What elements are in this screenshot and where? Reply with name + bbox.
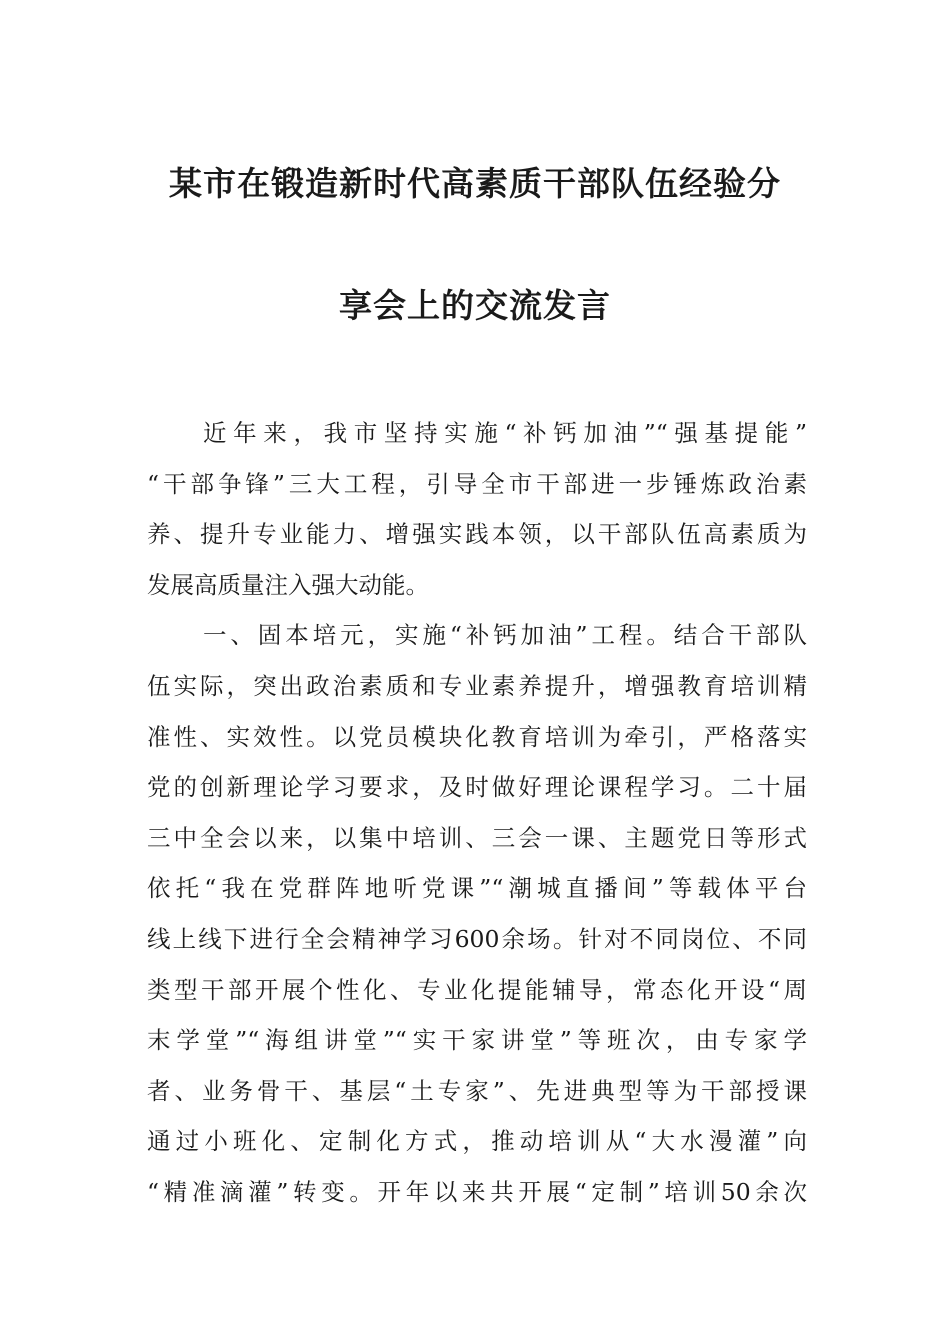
- body-line: 三中全会以来，以集中培训、三会一课、主题党日等形式: [147, 823, 807, 852]
- body-line: 伍实际，突出政治素质和专业素养提升，增强教育培训精: [147, 671, 807, 700]
- body-line: 类型干部开展个性化、专业化提能辅导，常态化开设“周: [147, 975, 807, 1004]
- body-line: “精准滴灌”转变。开年以来共开展“定制”培训50余次: [147, 1177, 807, 1206]
- body-line: 近年来，我市坚持实施“补钙加油”“强基提能”: [203, 419, 807, 447]
- body-line: 党的创新理论学习要求，及时做好理论课程学习。二十届: [147, 773, 807, 802]
- body-line: “干部争锋”三大工程，引导全市干部进一步锤炼政治素: [147, 469, 807, 498]
- body-line: 线上线下进行全会精神学习600余场。针对不同岗位、不同: [147, 924, 807, 953]
- body-line: 养、提升专业能力、增强实践本领，以干部队伍高素质为: [147, 520, 807, 549]
- document-title-line-1: 某市在锻造新时代高素质干部队伍经验分: [169, 164, 781, 203]
- body-line: 发展高质量注入强大动能。: [147, 570, 429, 599]
- body-line: 准性、实效性。以党员模块化教育培训为牵引，严格落实: [147, 722, 807, 751]
- body-line: 依托“我在党群阵地听党课”“潮城直播间”等载体平台: [147, 874, 807, 903]
- body-line: 通过小班化、定制化方式，推动培训从“大水漫灌”向: [147, 1127, 807, 1156]
- body-line: 者、业务骨干、基层“土专家”、先进典型等为干部授课: [147, 1076, 807, 1105]
- document-title-line-2: 享会上的交流发言: [339, 286, 611, 325]
- document-body: [147, 408, 807, 1218]
- body-line: 末学堂”“海组讲堂”“实干家讲堂”等班次，由专家学: [147, 1026, 807, 1055]
- body-line: 一、固本培元，实施“补钙加油”工程。结合干部队: [203, 621, 807, 650]
